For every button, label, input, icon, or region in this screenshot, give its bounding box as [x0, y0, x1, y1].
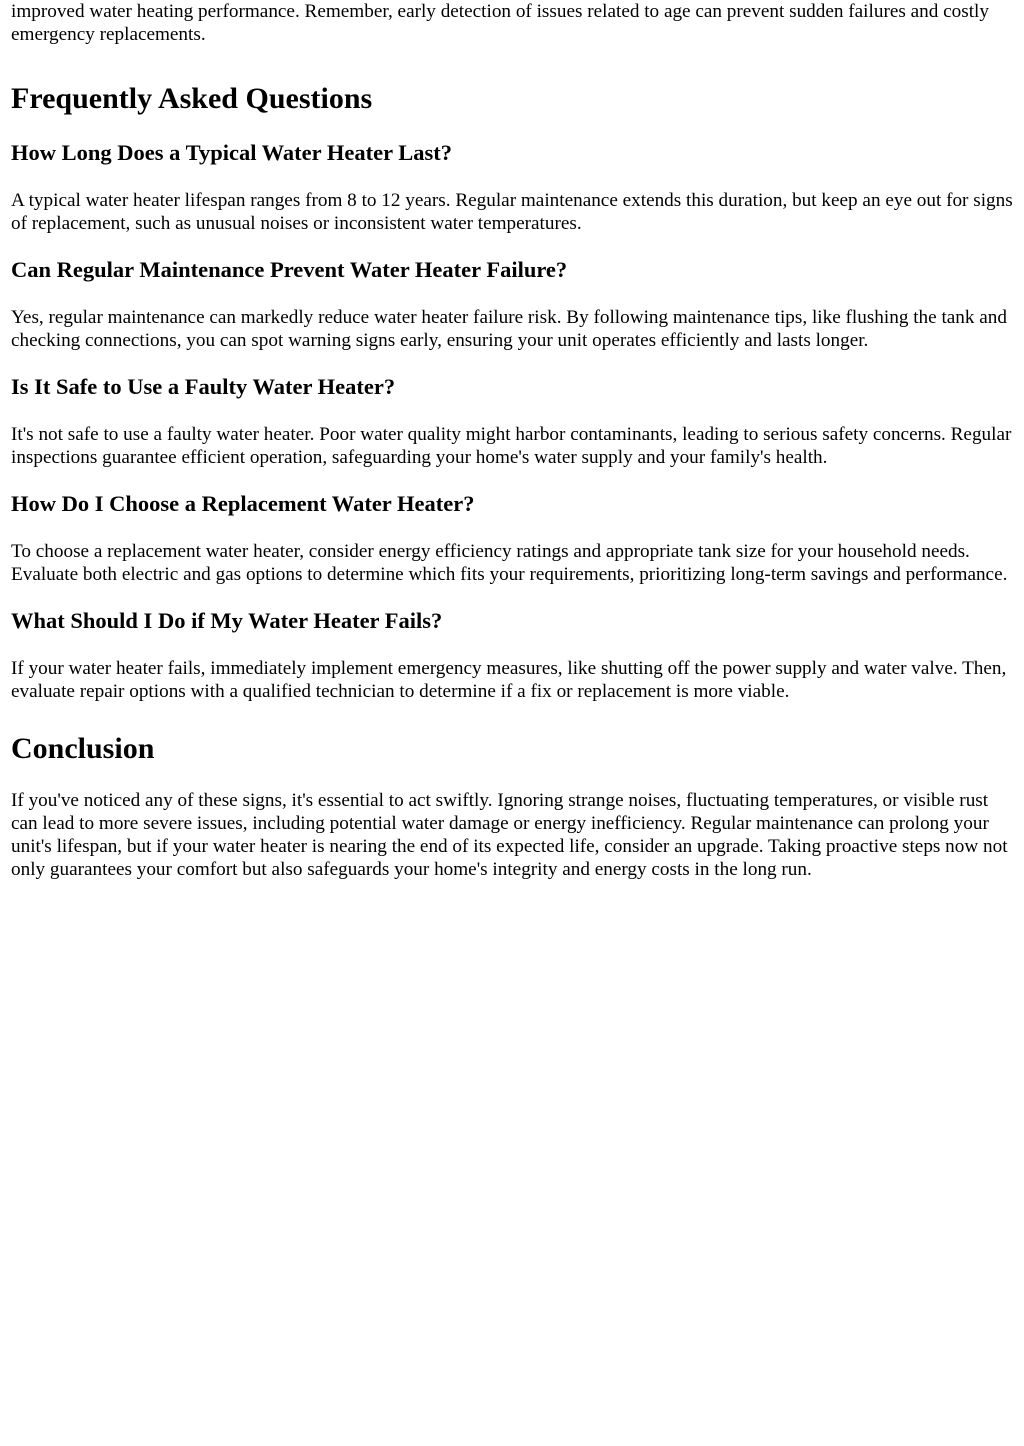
faq-question: How Do I Choose a Replacement Water Heater?: [11, 491, 475, 516]
faq-question: Can Regular Maintenance Prevent Water Heater Failure?: [11, 257, 568, 282]
faq-heading: Frequently Asked Questions: [11, 82, 373, 115]
faq-list: [11, 139, 1013, 703]
faq-item: [11, 256, 1013, 352]
faq-answer: It's not safe to use a faulty water heater. Poor water quality might harbor contaminants, leading to serious safety concerns. Regular inspections guarantee efficient operation, safeguarding your home's water supply and your family's health.: [11, 424, 1012, 468]
faq-item: [11, 490, 1013, 586]
faq-answer: Yes, regular maintenance can markedly reduce water heater failure risk. By following maintenance tips, like flushing the tank and checking connections, you can spot warning signs early, ensuring your unit operates efficiently and lasts longer.: [11, 307, 1007, 351]
faq-question: Is It Safe to Use a Faulty Water Heater?: [11, 374, 396, 399]
conclusion-heading: Conclusion: [11, 732, 155, 765]
faq-answer: If your water heater fails, immediately implement emergency measures, like shutting off the power supply and water valve. Then, evaluate repair options with a qualified technician to determine if a fix or replacement is more viable.: [11, 658, 1007, 702]
faq-item: [11, 607, 1013, 703]
conclusion-paragraph: If you've noticed any of these signs, it's essential to act swiftly. Ignoring strange noises, fluctuating temperatures, or visible rust can lead to more severe issues, including potential water damage or energy inefficiency. Regular maintenance can prolong your unit's lifespan, but if your water heater is nearing the end of its expected life, consider an upgrade. Taking proactive steps now not only guarantees your comfort but also safeguards your home's integrity and energy costs in the long run.: [11, 790, 1008, 880]
faq-answer: A typical water heater lifespan ranges from 8 to 12 years. Regular maintenance extends this duration, but keep an eye out for signs of replacement, such as unusual noises or inconsistent water temperatures.: [11, 190, 1013, 234]
faq-answer: To choose a replacement water heater, consider energy efficiency ratings and appropriate tank size for your household needs. Evaluate both electric and gas options to determine which fits your requirements, prioritizing long-term savings and performance.: [11, 541, 1008, 585]
faq-item: [11, 139, 1013, 235]
intro-paragraph: improved water heating performance. Remember, early detection of issues related to age can prevent sudden failures and costly emergency replacements.: [11, 1, 989, 45]
faq-question: How Long Does a Typical Water Heater Last?: [11, 140, 453, 165]
faq-item: [11, 373, 1013, 469]
faq-question: What Should I Do if My Water Heater Fails?: [11, 608, 443, 633]
